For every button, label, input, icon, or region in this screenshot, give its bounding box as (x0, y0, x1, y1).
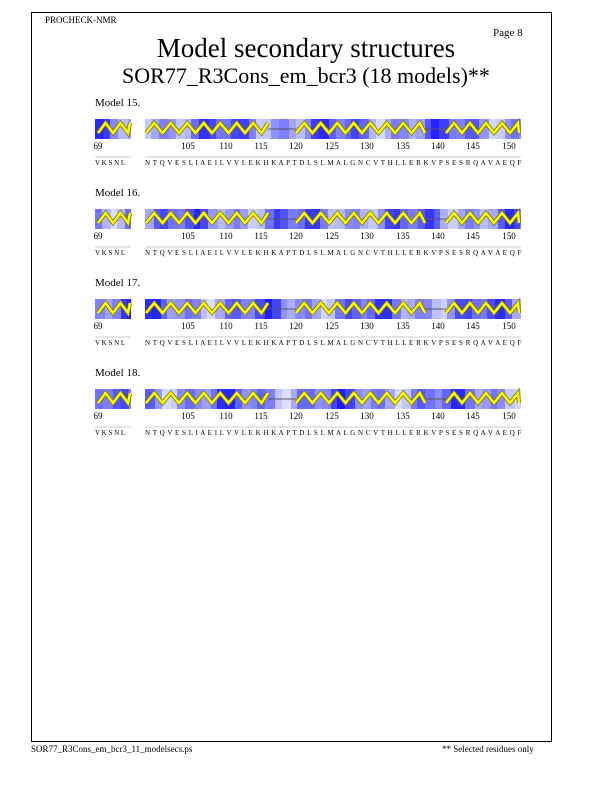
residue-number: 150 (502, 231, 516, 241)
sequence-segment-1: V K S N L (95, 159, 126, 167)
residue-number: 115 (254, 411, 268, 421)
program-name: PROCHECK-NMR (45, 15, 117, 25)
residue-number: 130 (360, 231, 374, 241)
sequence-rule (0, 335, 612, 339)
residue-number: 115 (254, 141, 268, 151)
sequence-rule (0, 245, 612, 249)
sequence-rule (0, 425, 612, 429)
residue-number: 145 (466, 231, 480, 241)
residue-number: 130 (360, 411, 374, 421)
residue-number: 69 (93, 321, 103, 331)
footer-note: ** Selected residues only (442, 744, 534, 754)
residue-number: 125 (325, 231, 339, 241)
model-label: Model 15. (95, 97, 141, 109)
residue-number: 145 (466, 411, 480, 421)
structure-strip (0, 117, 612, 147)
residue-number: 120 (289, 141, 303, 151)
residue-number: 145 (466, 321, 480, 331)
structure-strip (0, 207, 612, 237)
residue-number: 110 (219, 321, 233, 331)
structure-strip (0, 297, 612, 327)
page-title: Model secondary structures (156, 33, 456, 63)
model-label: Model 17. (95, 277, 141, 289)
page-subtitle: SOR77_R3Cons_em_bcr3 (18 models)** (122, 63, 490, 88)
residue-number: 135 (396, 231, 410, 241)
sequence-rule (0, 155, 612, 159)
footer-filename: SOR77_R3Cons_em_bcr3_11_modelsecs.ps (31, 744, 193, 754)
residue-number: 135 (396, 411, 410, 421)
residue-number: 135 (396, 321, 410, 331)
residue-number: 125 (325, 321, 339, 331)
sequence-segment-2: N T Q V E S L I A E I L V V L E K H K A P T D L S L M A L G N C V T H L L E R K V P S E S R Q A V A E Q F (145, 429, 522, 437)
residue-number: 105 (181, 321, 195, 331)
residue-number: 150 (502, 321, 516, 331)
residue-number: 145 (466, 141, 480, 151)
residue-number: 105 (181, 411, 195, 421)
sequence-segment-1: V K S N L (95, 339, 126, 347)
residue-number: 110 (219, 141, 233, 151)
sequence-segment-2: N T Q V E S L I A E I L V V L E K H K A P T D L S L M A L G N C V T H L L E R K V P S E S R Q A V A E Q F (145, 339, 522, 347)
residue-number: 140 (431, 411, 445, 421)
residue-number: 69 (93, 141, 103, 151)
residue-number: 69 (93, 231, 103, 241)
model-label: Model 18. (95, 367, 141, 379)
model-label: Model 16. (95, 187, 141, 199)
residue-number: 110 (219, 231, 233, 241)
residue-number: 120 (289, 231, 303, 241)
residue-number: 69 (93, 411, 103, 421)
residue-number: 120 (289, 321, 303, 331)
residue-number: 110 (219, 411, 233, 421)
residue-number: 115 (254, 321, 268, 331)
residue-number: 115 (254, 231, 268, 241)
residue-number: 105 (181, 141, 195, 151)
residue-number: 125 (325, 141, 339, 151)
sequence-segment-1: V K S N L (95, 249, 126, 257)
residue-number: 140 (431, 321, 445, 331)
residue-number: 135 (396, 141, 410, 151)
residue-number: 150 (502, 411, 516, 421)
residue-number: 120 (289, 411, 303, 421)
residue-number: 150 (502, 141, 516, 151)
residue-number: 130 (360, 141, 374, 151)
residue-number: 140 (431, 231, 445, 241)
sequence-segment-2: N T Q V E S L I A E I L V V L E K H K A P T D L S L M A L G N C V T H L L E R K V P S E S R Q A V A E Q F (145, 159, 522, 167)
residue-number: 140 (431, 141, 445, 151)
residue-number: 130 (360, 321, 374, 331)
page-number: Page 8 (493, 27, 523, 39)
sequence-segment-1: V K S N L (95, 429, 126, 437)
structure-strip (0, 387, 612, 417)
sequence-segment-2: N T Q V E S L I A E I L V V L E K H K A P T D L S L M A L G N C V T H L L E R K V P S E S R Q A V A E Q F (145, 249, 522, 257)
residue-number: 105 (181, 231, 195, 241)
residue-number: 125 (325, 411, 339, 421)
